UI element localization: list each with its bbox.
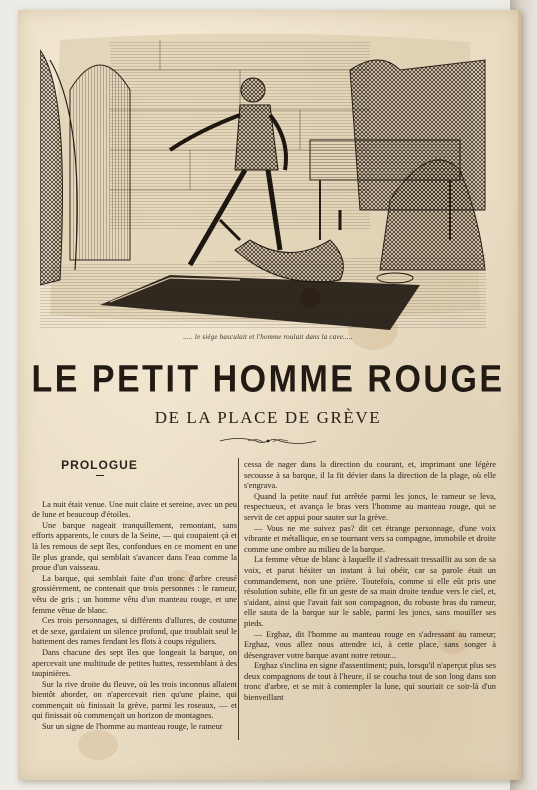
paragraph: — Vous ne me suivez pas? dit cet étrange personnage, d'une voix vibrante et métallique, en se tournant vers sa compagne, immobile et droite comme une ombre au milieu de la barque. — [244, 523, 496, 554]
heading-dash — [96, 475, 104, 476]
paragraph: — Erghaz, dit l'homme au manteau rouge en s'adressant au rameur; Erghaz, vous allez nous attendre ici, à cette place, sans songer à désengraver votre barque avant notre retour... — [244, 629, 496, 660]
paragraph: Sur un signe de l'homme au manteau rouge, le rameur — [42, 722, 223, 732]
paragraph: Dans chacune des sept îles que longeait la barque, on apercevait une multitude de petites huttes, ressemblant à des taupinières. — [32, 647, 237, 679]
decorative-ornament — [218, 436, 318, 446]
foxing-spot — [78, 730, 118, 760]
paragraph: Une barque nageait tranquillement, remontant, sans efforts apparents, le cours de la Seine, — qui coupaient çà et là les remous de sept îles, confondues en ce moment en une île plus grande, qui semblait s'avancer dans l'eau comme la proue d'un vaisseau. — [32, 520, 237, 573]
page-title: LE PETIT HOMME ROUGE — [31, 358, 505, 401]
paragraph: La femme vêtue de blanc à laquelle il s'adressait tressaillit au son de sa voix, et parut hésiter un instant à lui obéir, car sa parole était un commandement, non une prière. Toutefois, comme si elle eût pris une résolution subite, elle fit un geste de sa main droite tendue vers le ciel, et, s'aidant, ainsi que l'avait fait son compagnon, du robuste bras du rameur, elle sauta de la barque sur le sable, parmi les joncs, sans mouiller ses pieds. — [244, 555, 496, 628]
book-page — [18, 10, 521, 780]
paragraph: Quand la petite nauf fut arrêtée parmi les joncs, le rameur se leva, respectueux, et avança le bras vers l'homme au manteau rouge, qui se servit de cet appui pour sauter sur la grève. — [244, 491, 496, 522]
illustration-caption: ..... le siége basculait et l'homme roulait dans la cave..... — [183, 333, 353, 341]
column-divider — [238, 458, 239, 740]
text-column-right — [244, 460, 496, 704]
paragraph: La nuit était venue. Une nuit claire et sereine, avec un peu de lune et beaucoup d'étoiles. — [32, 499, 237, 520]
section-heading: PROLOGUE — [61, 458, 138, 472]
paragraph: La barque, qui semblait faite d'un tronc d'arbre creusé grossièrement, ne contenait que trois personnes : le rameur, vêtu de gris ; un homme vêtu d'un manteau rouge, et une femme vêtue de blanc. — [32, 573, 237, 615]
text-column-left — [32, 460, 237, 733]
engraving-illustration — [40, 30, 486, 330]
paragraph: Ces trois personnages, si différents d'allures, de costume et de sexe, gardaient un silence profond, que troublait seul le battement des rames fendant les flots à coups réguliers. — [32, 616, 237, 647]
paragraph: cessa de nager dans la direction du courant, et, imprimant une légère secousse à sa barque, il la fit dévier dans la direction de la plage, où elle s'engrava. — [244, 460, 496, 491]
paragraph: Erghaz s'inclina en signe d'assentiment; puis, lorsqu'il n'aperçut plus ses deux compagnons de tout à l'heure, il se coucha tout de son long dans son tronc d'arbre, et se mit à contempler la lune, qui souriait ce soir-là d'un bienveillant — [244, 661, 496, 703]
paragraph: Sur la rive droite du fleuve, où les trois inconnus allaient bientôt aborder, on n'apercevait rien qu'une plaine, qui commençait où finissait la grève, parmi les roseaux, — et qui finissait où commençait un horizon de montagnes. — [32, 679, 237, 721]
page-subtitle: DE LA PLACE DE GRÈVE — [154, 408, 382, 427]
